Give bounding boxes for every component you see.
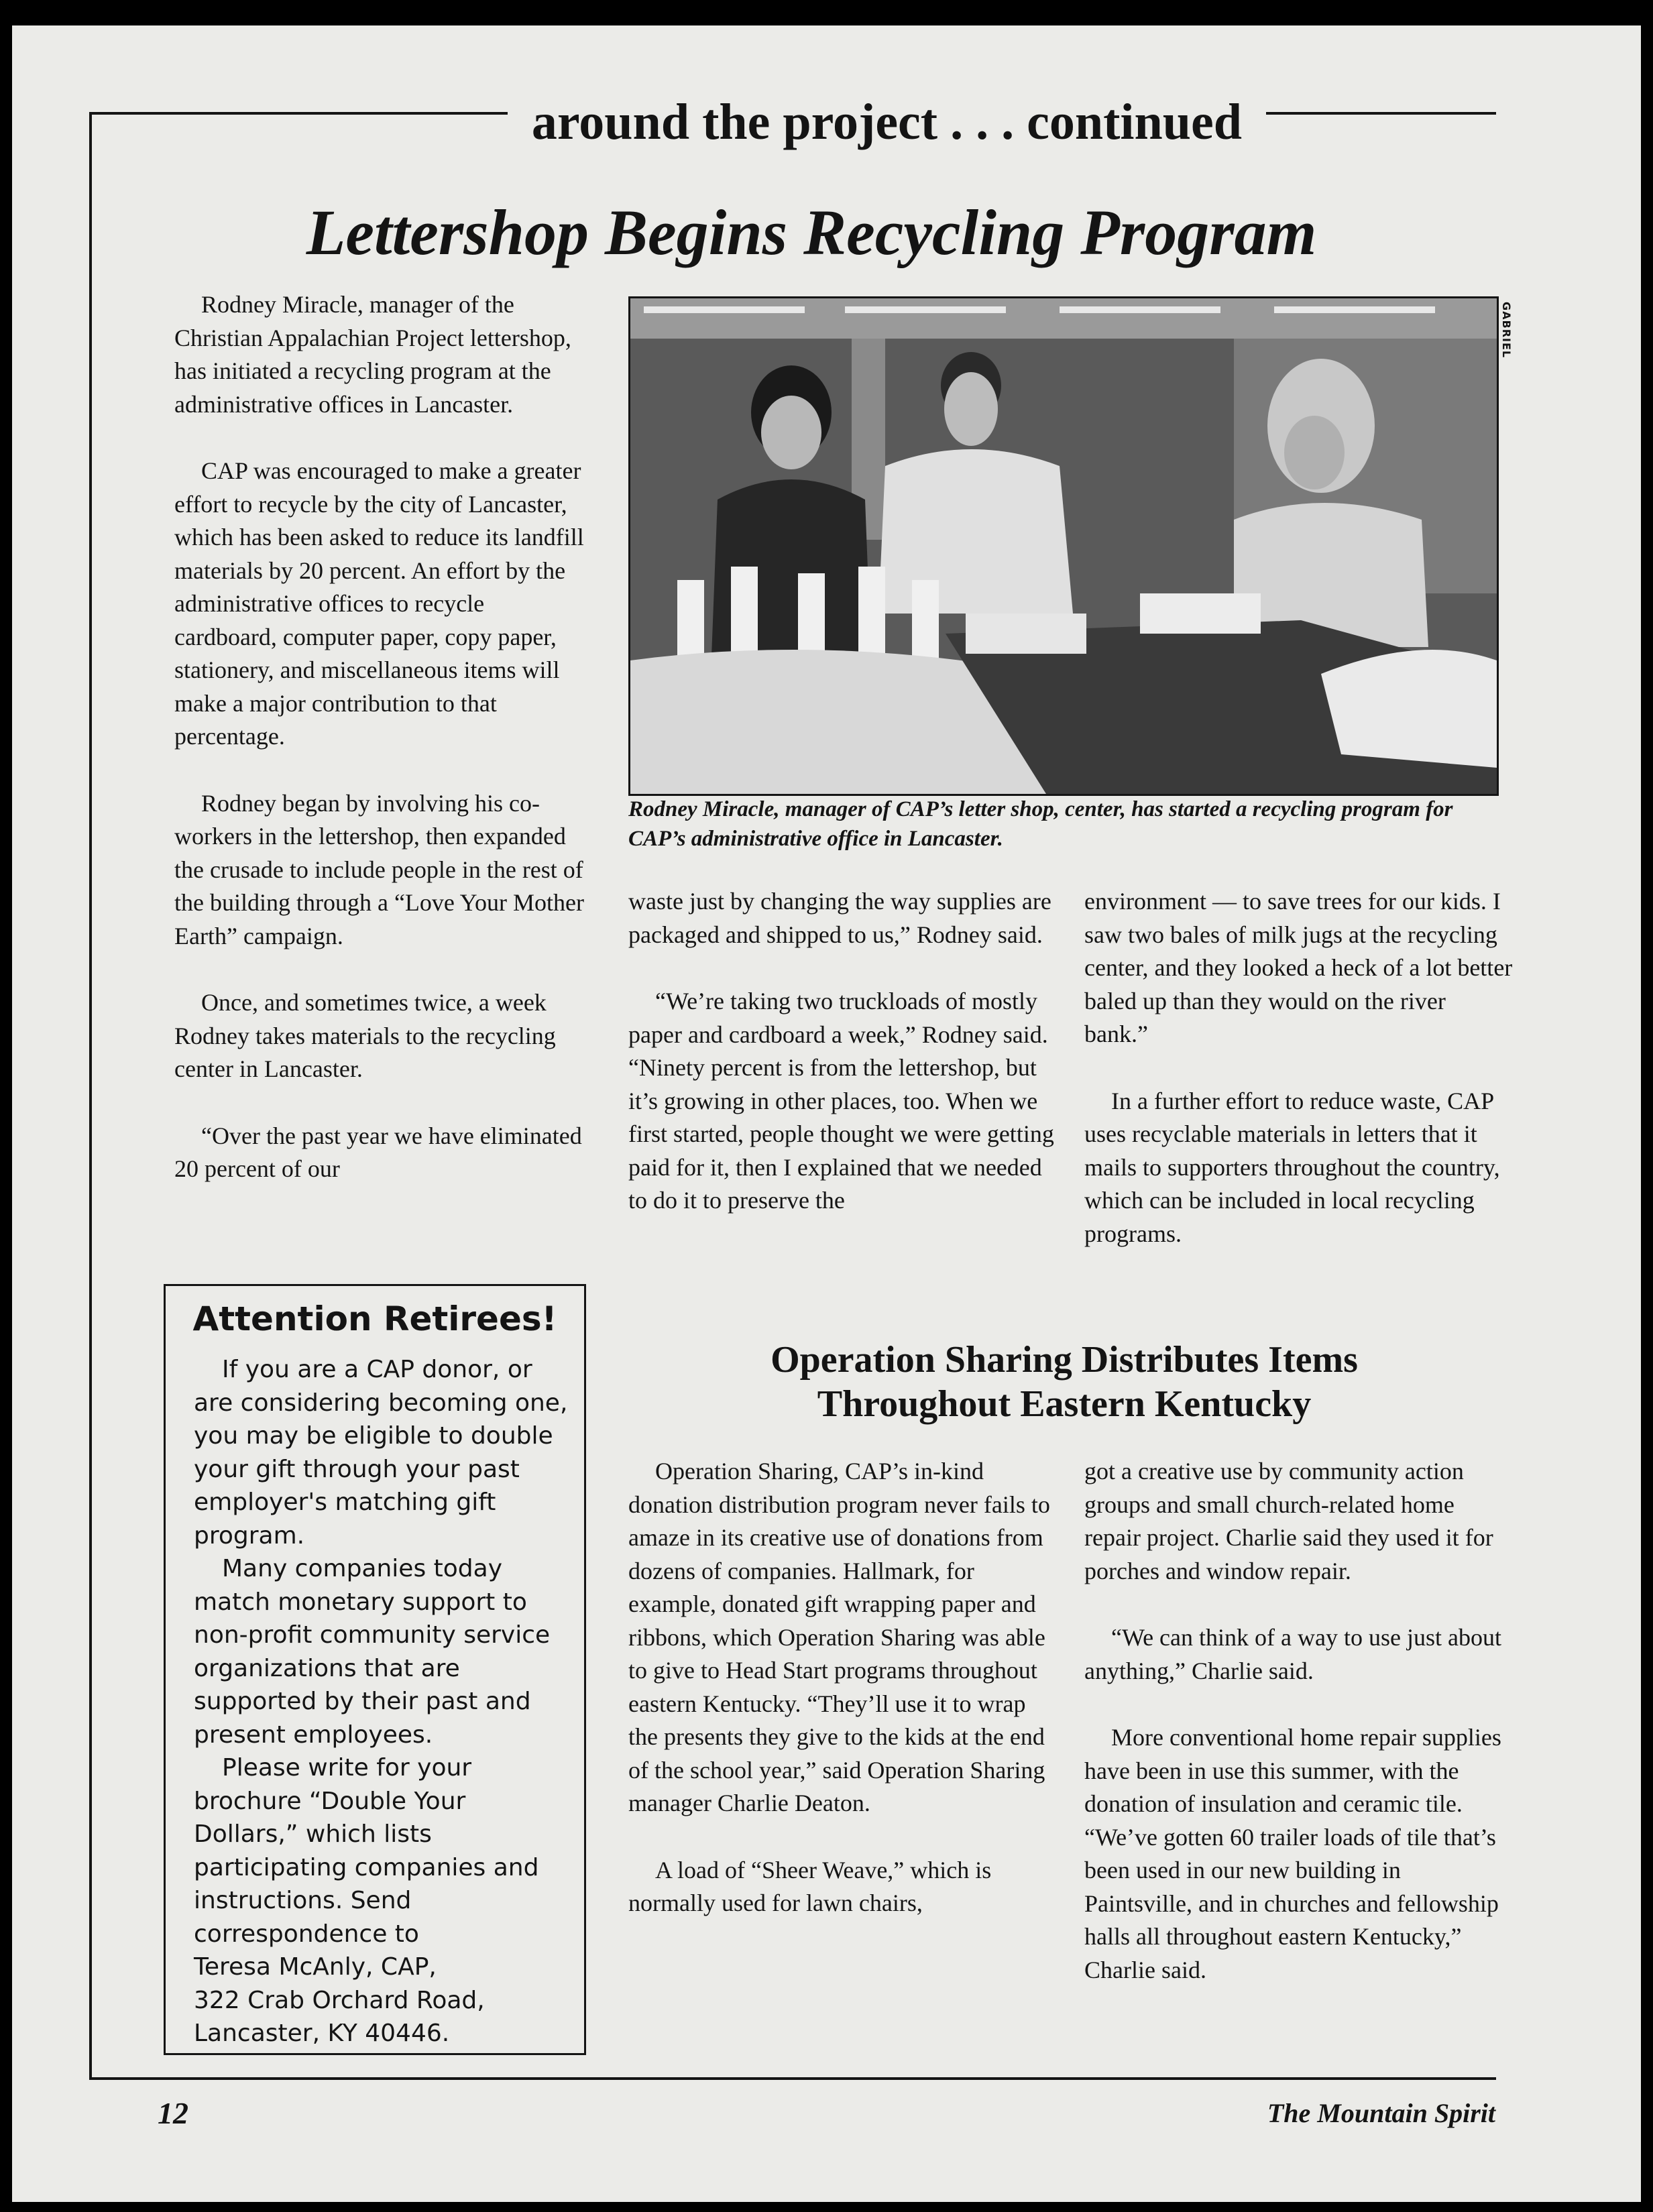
paragraph: “Over the past year we have eliminated 20 percent of our	[174, 1122, 582, 1182]
address-line: Lancaster, KY 40446.	[194, 2020, 450, 2047]
rule-left	[89, 112, 508, 115]
article-column-3	[1084, 885, 1514, 1284]
paragraph: waste just by changing the way supplies are packaged and shipped to us,” Rodney said.	[628, 888, 1051, 948]
article2-title	[628, 1338, 1500, 1426]
page-number: 12	[158, 2096, 188, 2130]
photo-credit: GABRIEL	[1500, 302, 1513, 359]
frame-left-rule	[89, 112, 92, 2080]
paragraph: More conventional home repair supplies have been in use this summer, with the donation of insulation and ceramic tile. “We’ve gotten 60 trailer loads of tile that’s been used in our new building in Paintsville, and in churches and fellowship halls all throughout eastern Kentucky,” Charlie said.	[1084, 1724, 1501, 1983]
paragraph: got a creative use by community action groups and small church-related home repair project. Charlie said they used it for porches and window repair.	[1084, 1458, 1493, 1584]
article-photo	[628, 296, 1499, 796]
paragraph: A load of “Sheer Weave,” which is normally used for lawn chairs,	[628, 1856, 992, 1916]
retirees-sidebar-box	[164, 1284, 586, 2055]
article2-column-1	[628, 1455, 1058, 1954]
paragraph: Once, and sometimes twice, a week Rodney takes materials to the recycling center in Lancaster.	[174, 989, 556, 1082]
sidebar-paragraph: Please write for your brochure “Double Your Dollars,” which lists participating companies and instructions. Send correspondence to	[194, 1754, 539, 1948]
photo-caption: Rodney Miracle, manager of CAP’s letter shop, center, has started a recycling program for CAP’s administrative office in Lancaster.	[628, 797, 1453, 851]
address-line: 322 Crab Orchard Road,	[194, 1986, 485, 2014]
paragraph: CAP was encouraged to make a greater effort to recycle by the city of Lancaster, which has been asked to reduce its landfill materials by 20 percent. An effort by the administrative offices to recycle cardboard, computer paper, copy paper, stationery, and miscellaneous items will make a major contribution to that percentage.	[174, 457, 584, 750]
paragraph: In a further effort to reduce waste, CAP uses recyclable materials in letters that it mails to supporters throughout the country, which can be included in local recycling programs.	[1084, 1087, 1500, 1247]
sidebar-paragraph: Many companies today match monetary support to non-profit community service organizations that are supported by their past and present employees.	[194, 1555, 551, 1749]
paragraph: Rodney began by involving his co-workers in the lettershop, then expanded the crusade to include people in the rest of the building through a “Love Your Mother Earth” campaign.	[174, 789, 584, 949]
section-header: around the project . . . continued	[531, 94, 1243, 150]
paragraph: environment — to save trees for our kids. I saw two bales of milk jugs at the recycling center, and they looked a heck of a lot better baled up than they would on the river bank.”	[1084, 888, 1513, 1047]
sidebar-title: Attention Retirees!	[192, 1299, 557, 1338]
article2-title-line: Operation Sharing Distributes Items	[771, 1339, 1358, 1381]
paragraph: Operation Sharing, CAP’s in-kind donation distribution program never fails to amaze in its creative use of donations from dozens of companies. Hallmark, for example, donated gift wrapping paper and ribbons, which Operation Sharing was able to give to Head Start programs throughout eastern Kentucky. “They’ll use it to wrap the presents they give to the kids at the end of the school year,” said Operation Sharing manager Charlie Deaton.	[628, 1458, 1050, 1816]
article-title: Lettershop Begins Recycling Program	[306, 196, 1317, 268]
sidebar-body	[194, 1353, 569, 2050]
article2-column-2	[1084, 1455, 1514, 2020]
article-column-2	[628, 885, 1058, 1251]
paragraph: Rodney Miracle, manager of the Christian Appalachian Project lettershop, has initiated a recycling program at the administrative offices in Lancaster.	[174, 291, 571, 418]
article2-title-line: Throughout Eastern Kentucky	[817, 1383, 1312, 1425]
paragraph: “We’re taking two truckloads of mostly paper and cardboard a week,” Rodney said. “Ninety percent is from the lettershop, but it’s growing in other places, too. When we first started, people thought we were getting paid for it, then I explained that we needed to do it to preserve the	[628, 988, 1054, 1214]
publication-name: The Mountain Spirit	[1267, 2098, 1495, 2128]
address-line: Teresa McAnly, CAP,	[194, 1953, 437, 1981]
photo-illustration	[630, 298, 1497, 794]
article-column-1	[174, 288, 587, 1220]
sidebar-paragraph: If you are a CAP donor, or are considering becoming one, you may be eligible to double your gift through your past employer's matching gift program.	[194, 1356, 568, 1550]
frame-bottom-rule	[89, 2077, 1496, 2080]
rule-right	[1266, 112, 1496, 115]
paragraph: “We can think of a way to use just about anything,” Charlie said.	[1084, 1624, 1501, 1684]
